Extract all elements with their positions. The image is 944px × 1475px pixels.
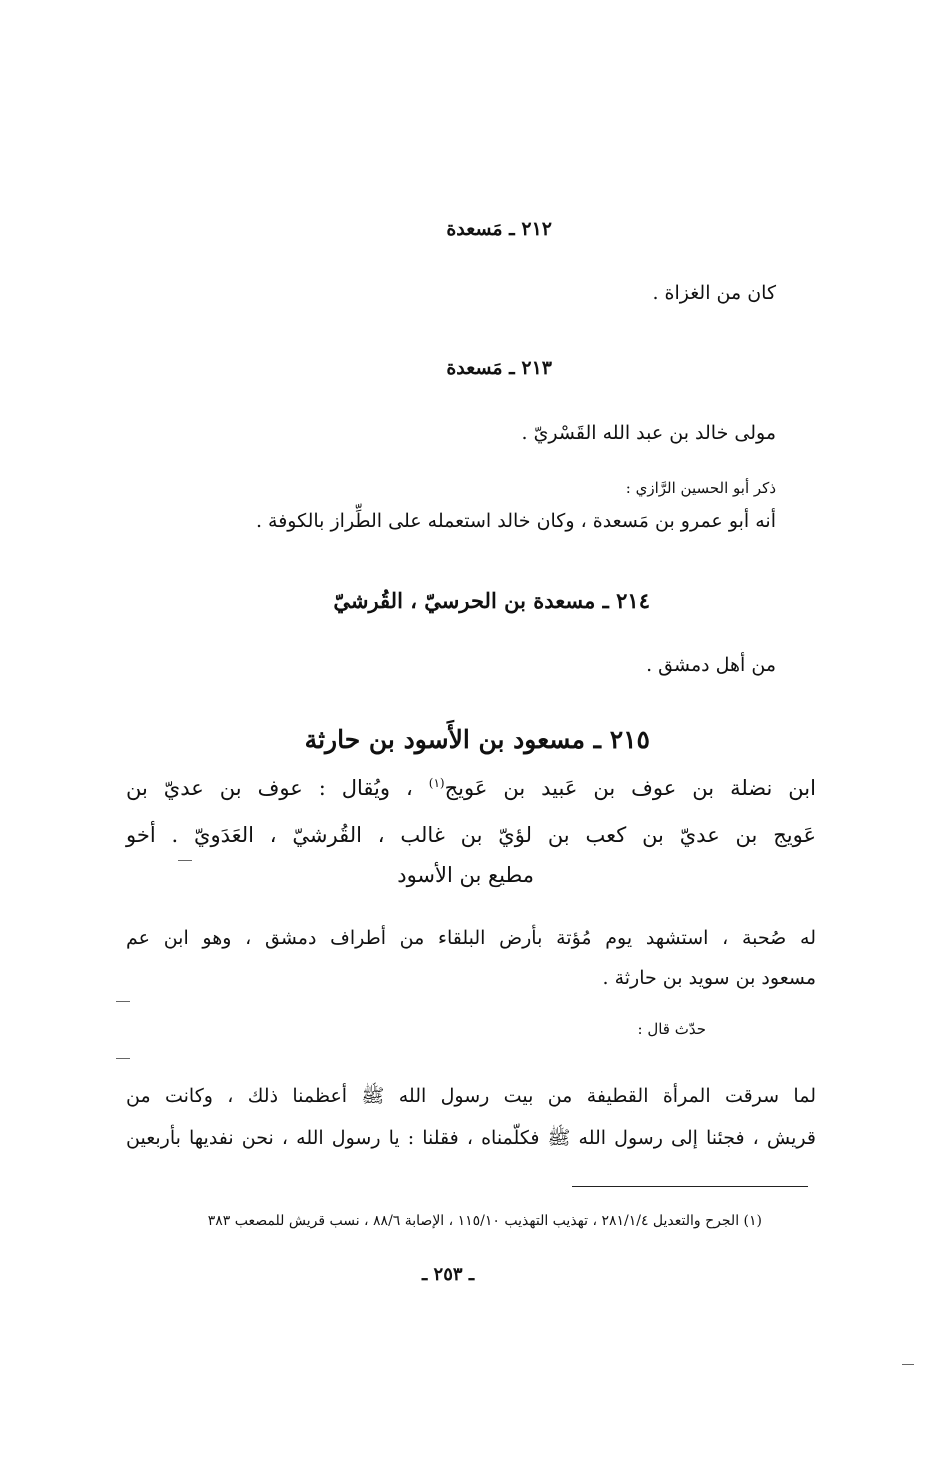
scan-mark — [116, 1058, 130, 1059]
entry-212-heading: ٢١٢ ـ مَسعدة — [446, 218, 552, 240]
entry-215-lineage-line-3: مطيع بن الأسود — [397, 863, 534, 887]
hadith-line-2: قريش ، فجئنا إلى رسول الله ﷺ فكلّمناه ، فقلنا : يا رسول الله ، نحن نفديها بأربعين — [126, 1127, 816, 1149]
hadith-line-1: لما سرقت المرأة القطيفة من بيت رسول الله ﷺ أعظمنا ذلك ، وكانت من — [126, 1085, 816, 1107]
entry-213-line-2: ذكر أبو الحسين الرَّازي : — [625, 479, 776, 497]
scan-mark — [902, 1364, 914, 1365]
footnote-reference[interactable]: (١) — [428, 776, 445, 790]
scan-mark — [116, 1001, 130, 1002]
hadith-intro: حدّث قال : — [637, 1020, 706, 1038]
entry-215-lineage-line-1 — [126, 776, 816, 800]
lineage-part-2: ، ويُقال : عوف بن عديّ بن — [126, 776, 413, 800]
entry-215-bio-line-2: مسعود بن سويد بن حارثة . — [602, 967, 816, 989]
footnote-separator — [572, 1186, 808, 1187]
entry-215-lineage-line-2: عَويج بن عديّ بن كعب بن لؤيّ بن غالب ، القُرشيّ ، العَدَويّ . أخو — [126, 823, 816, 847]
entry-213-line-1: مولى خالد بن عبد الله القَسْريّ . — [521, 422, 776, 444]
footnote: (١) الجرح والتعديل ٢٨١/١/٤ ، تهذيب التهذيب ١١٥/١٠ ، الإصابة ٨٨/٦ ، نسب قريش للمصعب ٣٨٣ — [207, 1213, 762, 1229]
lineage-part-1: ابن نضلة بن عوف بن عَبيد بن عَويج — [444, 776, 816, 800]
entry-214-text: من أهل دمشق . — [646, 654, 776, 676]
entry-214-heading: ٢١٤ ـ مسعدة بن الحرسيّ ، القُرشيّ — [333, 588, 650, 613]
page-number: ـ ٢٥٣ ـ — [422, 1264, 475, 1285]
entry-212-text: كان من الغزاة . — [652, 282, 776, 304]
entry-215-bio-line-1: له صُحبة ، استشهد يوم مُؤتة بأرض البلقاء من أطراف دمشق ، وهو ابن عم — [126, 927, 816, 949]
entry-213-line-3: أنه أبو عمرو بن مَسعدة ، وكان خالد استعمله على الطِّراز بالكوفة . — [255, 510, 776, 532]
scan-mark — [178, 860, 192, 861]
entry-215-heading: ٢١٥ ـ مسعود بن الأَسود بن حارثة — [304, 725, 650, 754]
entry-213-heading: ٢١٣ ـ مَسعدة — [446, 357, 552, 379]
